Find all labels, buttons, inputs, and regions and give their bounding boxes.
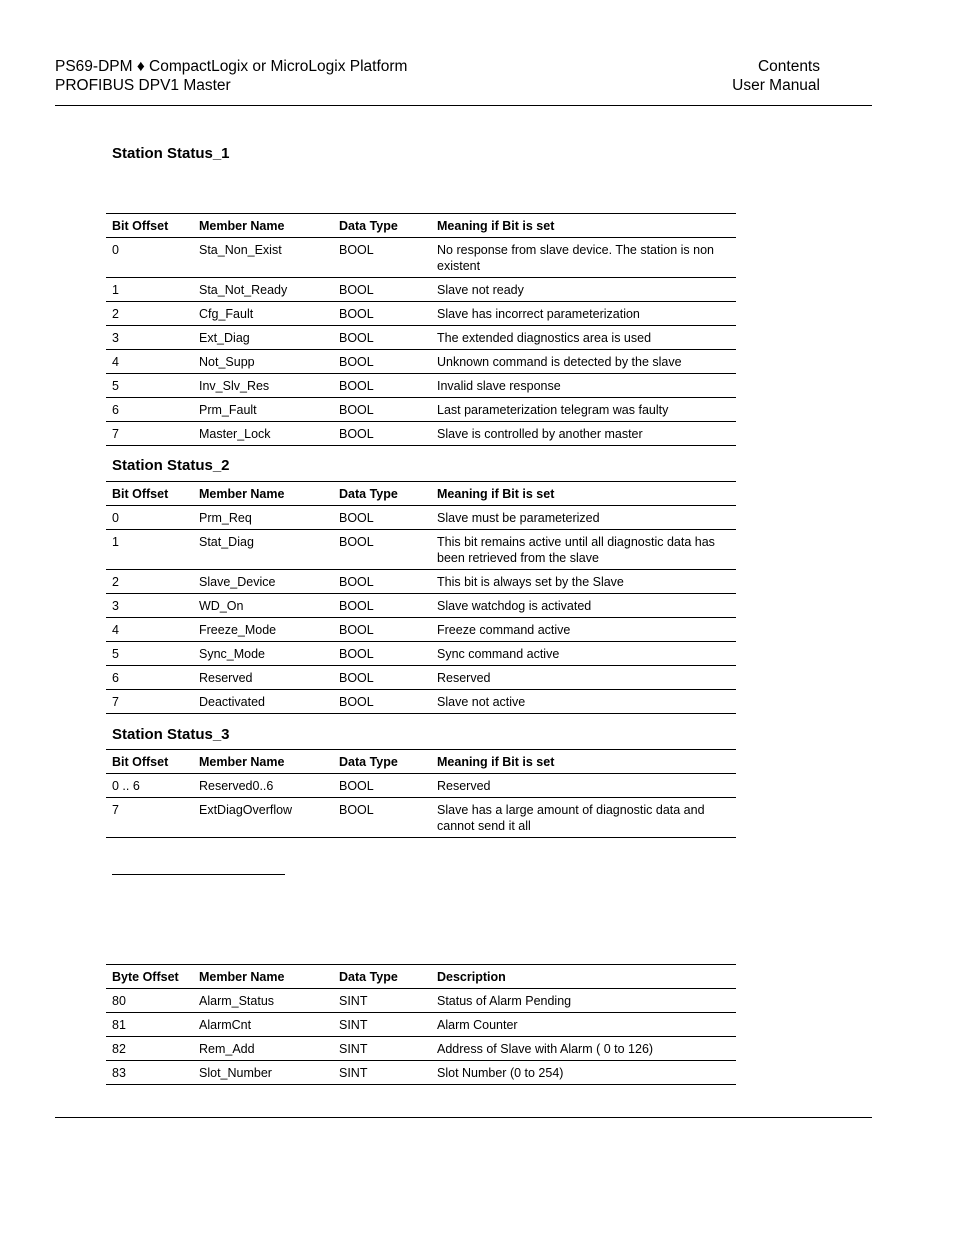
table-cell: Prm_Req <box>193 506 333 530</box>
column-header: Byte Offset <box>106 965 193 989</box>
table-row <box>106 326 736 350</box>
table-cell: 6 <box>106 398 193 422</box>
table-row <box>106 989 736 1013</box>
table-cell: Ext_Diag <box>193 326 333 350</box>
table-cell: Reserved <box>193 666 333 690</box>
table-row <box>106 278 736 302</box>
header-doc-type: User Manual <box>732 77 820 94</box>
table-row <box>106 690 736 714</box>
table-row <box>106 642 736 666</box>
table-cell: BOOL <box>333 618 431 642</box>
table-cell: 3 <box>106 594 193 618</box>
table-cell: 2 <box>106 302 193 326</box>
table-cell: BOOL <box>333 302 431 326</box>
column-header: Member Name <box>193 750 333 774</box>
table-cell: Alarm Counter <box>431 1013 736 1037</box>
table-row <box>106 238 736 278</box>
table-header-row <box>106 214 736 238</box>
table-cell: 7 <box>106 798 193 838</box>
table-row <box>106 798 736 838</box>
table-cell: 5 <box>106 642 193 666</box>
header-product-subtitle: PROFIBUS DPV1 Master <box>55 77 231 94</box>
table-cell: BOOL <box>333 422 431 446</box>
table-cell: Slave is controlled by another master <box>431 422 736 446</box>
column-header: Bit Offset <box>106 482 193 506</box>
table-row <box>106 774 736 798</box>
table-cell: BOOL <box>333 506 431 530</box>
table-cell: Reserved <box>431 666 736 690</box>
table-row <box>106 666 736 690</box>
station-status-2-title: Station Status_2 <box>112 457 230 474</box>
column-header: Bit Offset <box>106 750 193 774</box>
table-cell: 1 <box>106 278 193 302</box>
table-cell: Slave not active <box>431 690 736 714</box>
table-header-row <box>106 965 736 989</box>
column-header: Meaning if Bit is set <box>431 214 736 238</box>
table-cell: 4 <box>106 618 193 642</box>
table-cell: This bit is always set by the Slave <box>431 570 736 594</box>
table-row <box>106 506 736 530</box>
table-row <box>106 302 736 326</box>
table-cell: AlarmCnt <box>193 1013 333 1037</box>
table-cell: BOOL <box>333 666 431 690</box>
column-header: Data Type <box>333 750 431 774</box>
table-cell: Sync_Mode <box>193 642 333 666</box>
table-row <box>106 618 736 642</box>
header-product-title: PS69-DPM ♦ CompactLogix or MicroLogix Platform <box>55 58 408 75</box>
header-left <box>55 57 407 95</box>
column-header: Data Type <box>333 214 431 238</box>
table-cell: BOOL <box>333 238 431 278</box>
table-cell: Deactivated <box>193 690 333 714</box>
table-cell: Slot Number (0 to 254) <box>431 1061 736 1085</box>
table-cell: Inv_Slv_Res <box>193 374 333 398</box>
table-cell: This bit remains active until all diagnostic data has been retrieved from the slave <box>431 530 736 570</box>
table-cell: Master_Lock <box>193 422 333 446</box>
table-cell: Rem_Add <box>193 1037 333 1061</box>
table-cell: Slave must be parameterized <box>431 506 736 530</box>
table-cell: BOOL <box>333 374 431 398</box>
station-status-1-table <box>106 213 736 446</box>
table-cell: SINT <box>333 1061 431 1085</box>
page-header <box>55 57 872 106</box>
table-cell: Slave_Device <box>193 570 333 594</box>
table-row <box>106 374 736 398</box>
table-cell: BOOL <box>333 530 431 570</box>
table-cell: 0 .. 6 <box>106 774 193 798</box>
station-status-3-title: Station Status_3 <box>112 726 230 743</box>
table-cell: 7 <box>106 422 193 446</box>
table-cell: BOOL <box>333 350 431 374</box>
table-cell: SINT <box>333 989 431 1013</box>
column-header: Description <box>431 965 736 989</box>
table-cell: Prm_Fault <box>193 398 333 422</box>
alarm-table <box>106 964 736 1085</box>
table-row <box>106 1037 736 1061</box>
table-cell: 81 <box>106 1013 193 1037</box>
table-cell: Sta_Not_Ready <box>193 278 333 302</box>
table-cell: 5 <box>106 374 193 398</box>
table-cell: 7 <box>106 690 193 714</box>
table-cell: BOOL <box>333 690 431 714</box>
column-header: Bit Offset <box>106 214 193 238</box>
table-cell: BOOL <box>333 798 431 838</box>
table-cell: 83 <box>106 1061 193 1085</box>
table-cell: 80 <box>106 989 193 1013</box>
table-cell: BOOL <box>333 642 431 666</box>
table-cell: Slave not ready <box>431 278 736 302</box>
table-cell: Unknown command is detected by the slave <box>431 350 736 374</box>
table-cell: The extended diagnostics area is used <box>431 326 736 350</box>
header-section-name: Contents <box>757 58 820 75</box>
table-cell: Invalid slave response <box>431 374 736 398</box>
column-header: Member Name <box>193 482 333 506</box>
column-header: Meaning if Bit is set <box>431 482 736 506</box>
table-cell: Alarm_Status <box>193 989 333 1013</box>
table-row <box>106 422 736 446</box>
table-cell: BOOL <box>333 774 431 798</box>
table-row <box>106 398 736 422</box>
table-row <box>106 594 736 618</box>
table-cell: Freeze_Mode <box>193 618 333 642</box>
table-cell: Not_Supp <box>193 350 333 374</box>
table-cell: SINT <box>333 1013 431 1037</box>
table-cell: 0 <box>106 506 193 530</box>
table-cell: Reserved <box>431 774 736 798</box>
table-cell: SINT <box>333 1037 431 1061</box>
station-status-3-table <box>106 749 736 838</box>
table-cell: BOOL <box>333 398 431 422</box>
table-cell: Slave watchdog is activated <box>431 594 736 618</box>
table-cell: Cfg_Fault <box>193 302 333 326</box>
section-divider <box>112 874 285 875</box>
table-cell: Freeze command active <box>431 618 736 642</box>
table-cell: Slot_Number <box>193 1061 333 1085</box>
table-cell: Sta_Non_Exist <box>193 238 333 278</box>
footer-rule <box>55 1117 872 1118</box>
table-cell: WD_On <box>193 594 333 618</box>
table-row <box>106 1061 736 1085</box>
table-cell: 2 <box>106 570 193 594</box>
column-header: Meaning if Bit is set <box>431 750 736 774</box>
table-cell: Sync command active <box>431 642 736 666</box>
column-header: Member Name <box>193 965 333 989</box>
table-cell: 4 <box>106 350 193 374</box>
column-header: Data Type <box>333 482 431 506</box>
table-cell: ExtDiagOverflow <box>193 798 333 838</box>
table-header-row <box>106 750 736 774</box>
station-status-2-table <box>106 481 736 714</box>
table-cell: Address of Slave with Alarm ( 0 to 126) <box>431 1037 736 1061</box>
table-cell: Reserved0..6 <box>193 774 333 798</box>
table-row <box>106 530 736 570</box>
table-cell: BOOL <box>333 278 431 302</box>
column-header: Member Name <box>193 214 333 238</box>
header-right <box>732 57 820 95</box>
table-cell: BOOL <box>333 326 431 350</box>
table-cell: No response from slave device. The station is non existent <box>431 238 736 278</box>
table-header-row <box>106 482 736 506</box>
table-cell: Last parameterization telegram was faulty <box>431 398 736 422</box>
table-cell: Status of Alarm Pending <box>431 989 736 1013</box>
table-cell: 0 <box>106 238 193 278</box>
table-row <box>106 570 736 594</box>
table-cell: 1 <box>106 530 193 570</box>
table-cell: 6 <box>106 666 193 690</box>
table-cell: BOOL <box>333 570 431 594</box>
table-cell: 3 <box>106 326 193 350</box>
table-row <box>106 1013 736 1037</box>
table-cell: Slave has a large amount of diagnostic data and cannot send it all <box>431 798 736 838</box>
column-header: Data Type <box>333 965 431 989</box>
table-cell: Slave has incorrect parameterization <box>431 302 736 326</box>
table-row <box>106 350 736 374</box>
station-status-1-title: Station Status_1 <box>112 145 230 162</box>
table-cell: BOOL <box>333 594 431 618</box>
table-cell: Stat_Diag <box>193 530 333 570</box>
table-cell: 82 <box>106 1037 193 1061</box>
